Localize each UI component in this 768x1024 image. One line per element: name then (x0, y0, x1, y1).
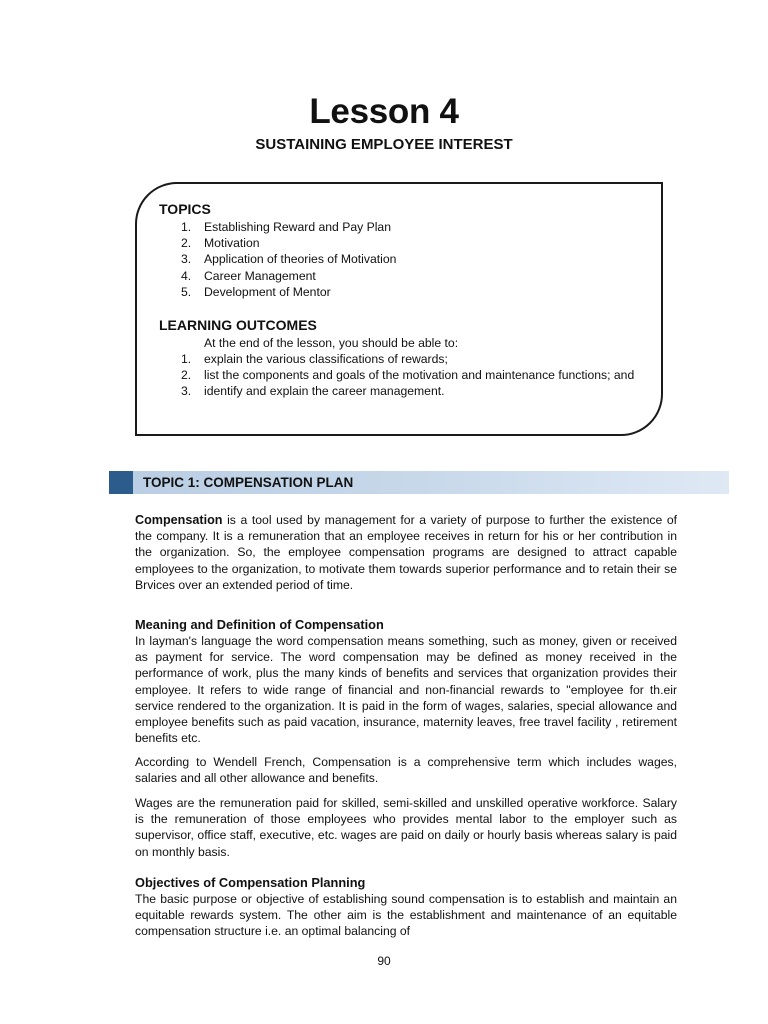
term-compensation: Compensation (135, 513, 223, 527)
list-text: explain the various classifications of rewards; (204, 352, 448, 366)
list-text: Establishing Reward and Pay Plan (204, 220, 391, 234)
list-number: 2. (181, 236, 192, 251)
paragraph-meaning: In layman's language the word compensation means something, such as money, given or received as payment for service. The word compensation may be defined as money received in the performance of work, plus the many kinds of benefits and services that organization provides their employee. It refers to wide range of financial and non-financial rewards to ''employee for th.eir service rendered to the organization. It is paid in the form of wages, salaries, special allowance and employee benefits such as paid vacation, insurance, maternity leaves, free travel facility , retirement benefits etc. (135, 634, 677, 746)
list-text: Application of theories of Motivation (204, 252, 397, 267)
list-item (181, 351, 640, 367)
list-text: Motivation (204, 236, 260, 251)
banner-marker (109, 471, 133, 494)
outcomes-intro: At the end of the lesson, you should be able to: (204, 336, 459, 350)
paragraph-objectives: The basic purpose or objective of establishing sound compensation is to establish and maintain an equitable rewards system. The other aim is the establishment and maintenance of an equitable compensation structure i.e. an optimal balancing of (135, 892, 677, 939)
list-text: list the components and goals of the motivation and maintenance functions; and (204, 368, 635, 383)
heading-objectives: Objectives of Compensation Planning (135, 875, 366, 890)
list-number: 3. (181, 384, 192, 399)
list-text: Development of Mentor (204, 284, 331, 299)
topics-list (181, 219, 396, 300)
list-item (181, 235, 396, 251)
list-item (181, 367, 640, 383)
paragraph-wages: Wages are the remuneration paid for skilled, semi-skilled and unskilled operative workforce. Salary is the remuneration of those employees who provides mental labor to the employer such as supervisor, office staff, executive, etc. wages are paid on daily or hourly basis whereas salary is paid on monthly basis. (135, 796, 677, 859)
list-number: 5. (181, 284, 192, 299)
list-number: 1. (181, 352, 192, 366)
paragraph-french: According to Wendell French, Compensation is a comprehensive term which includes wages, salaries and all other allowance and benefits. (135, 755, 677, 786)
outcomes-list (181, 351, 640, 400)
topics-heading: TOPICS (159, 201, 211, 217)
paragraph-text: is a tool used by management for a variety of purpose to further the existence of the company. It is a remuneration that an employee receives in return for his or her contribution in the organization. So, the employee compensation programs are designed to attract capable employees to the organization, to motivate them towards superior performance and to retain their se Brvices over an extended period of time. (135, 513, 677, 592)
list-number: 2. (181, 368, 192, 383)
outcomes-heading: LEARNING OUTCOMES (159, 317, 317, 333)
list-number: 3. (181, 252, 192, 267)
lesson-title: Lesson 4 (309, 92, 459, 131)
banner-title: TOPIC 1: COMPENSATION PLAN (143, 475, 354, 490)
list-number: 1. (181, 220, 192, 234)
list-item (181, 383, 640, 399)
list-text: Career Management (204, 268, 316, 283)
heading-meaning: Meaning and Definition of Compensation (135, 617, 384, 632)
list-item (181, 284, 396, 300)
section-banner (109, 471, 729, 494)
list-text: identify and explain the career management. (204, 384, 445, 399)
paragraph-compensation (135, 512, 677, 593)
page-number: 90 (377, 954, 391, 968)
list-item (181, 219, 396, 235)
list-item (181, 251, 396, 267)
list-item (181, 268, 396, 284)
lesson-subtitle: SUSTAINING EMPLOYEE INTEREST (255, 136, 513, 153)
list-number: 4. (181, 268, 192, 283)
